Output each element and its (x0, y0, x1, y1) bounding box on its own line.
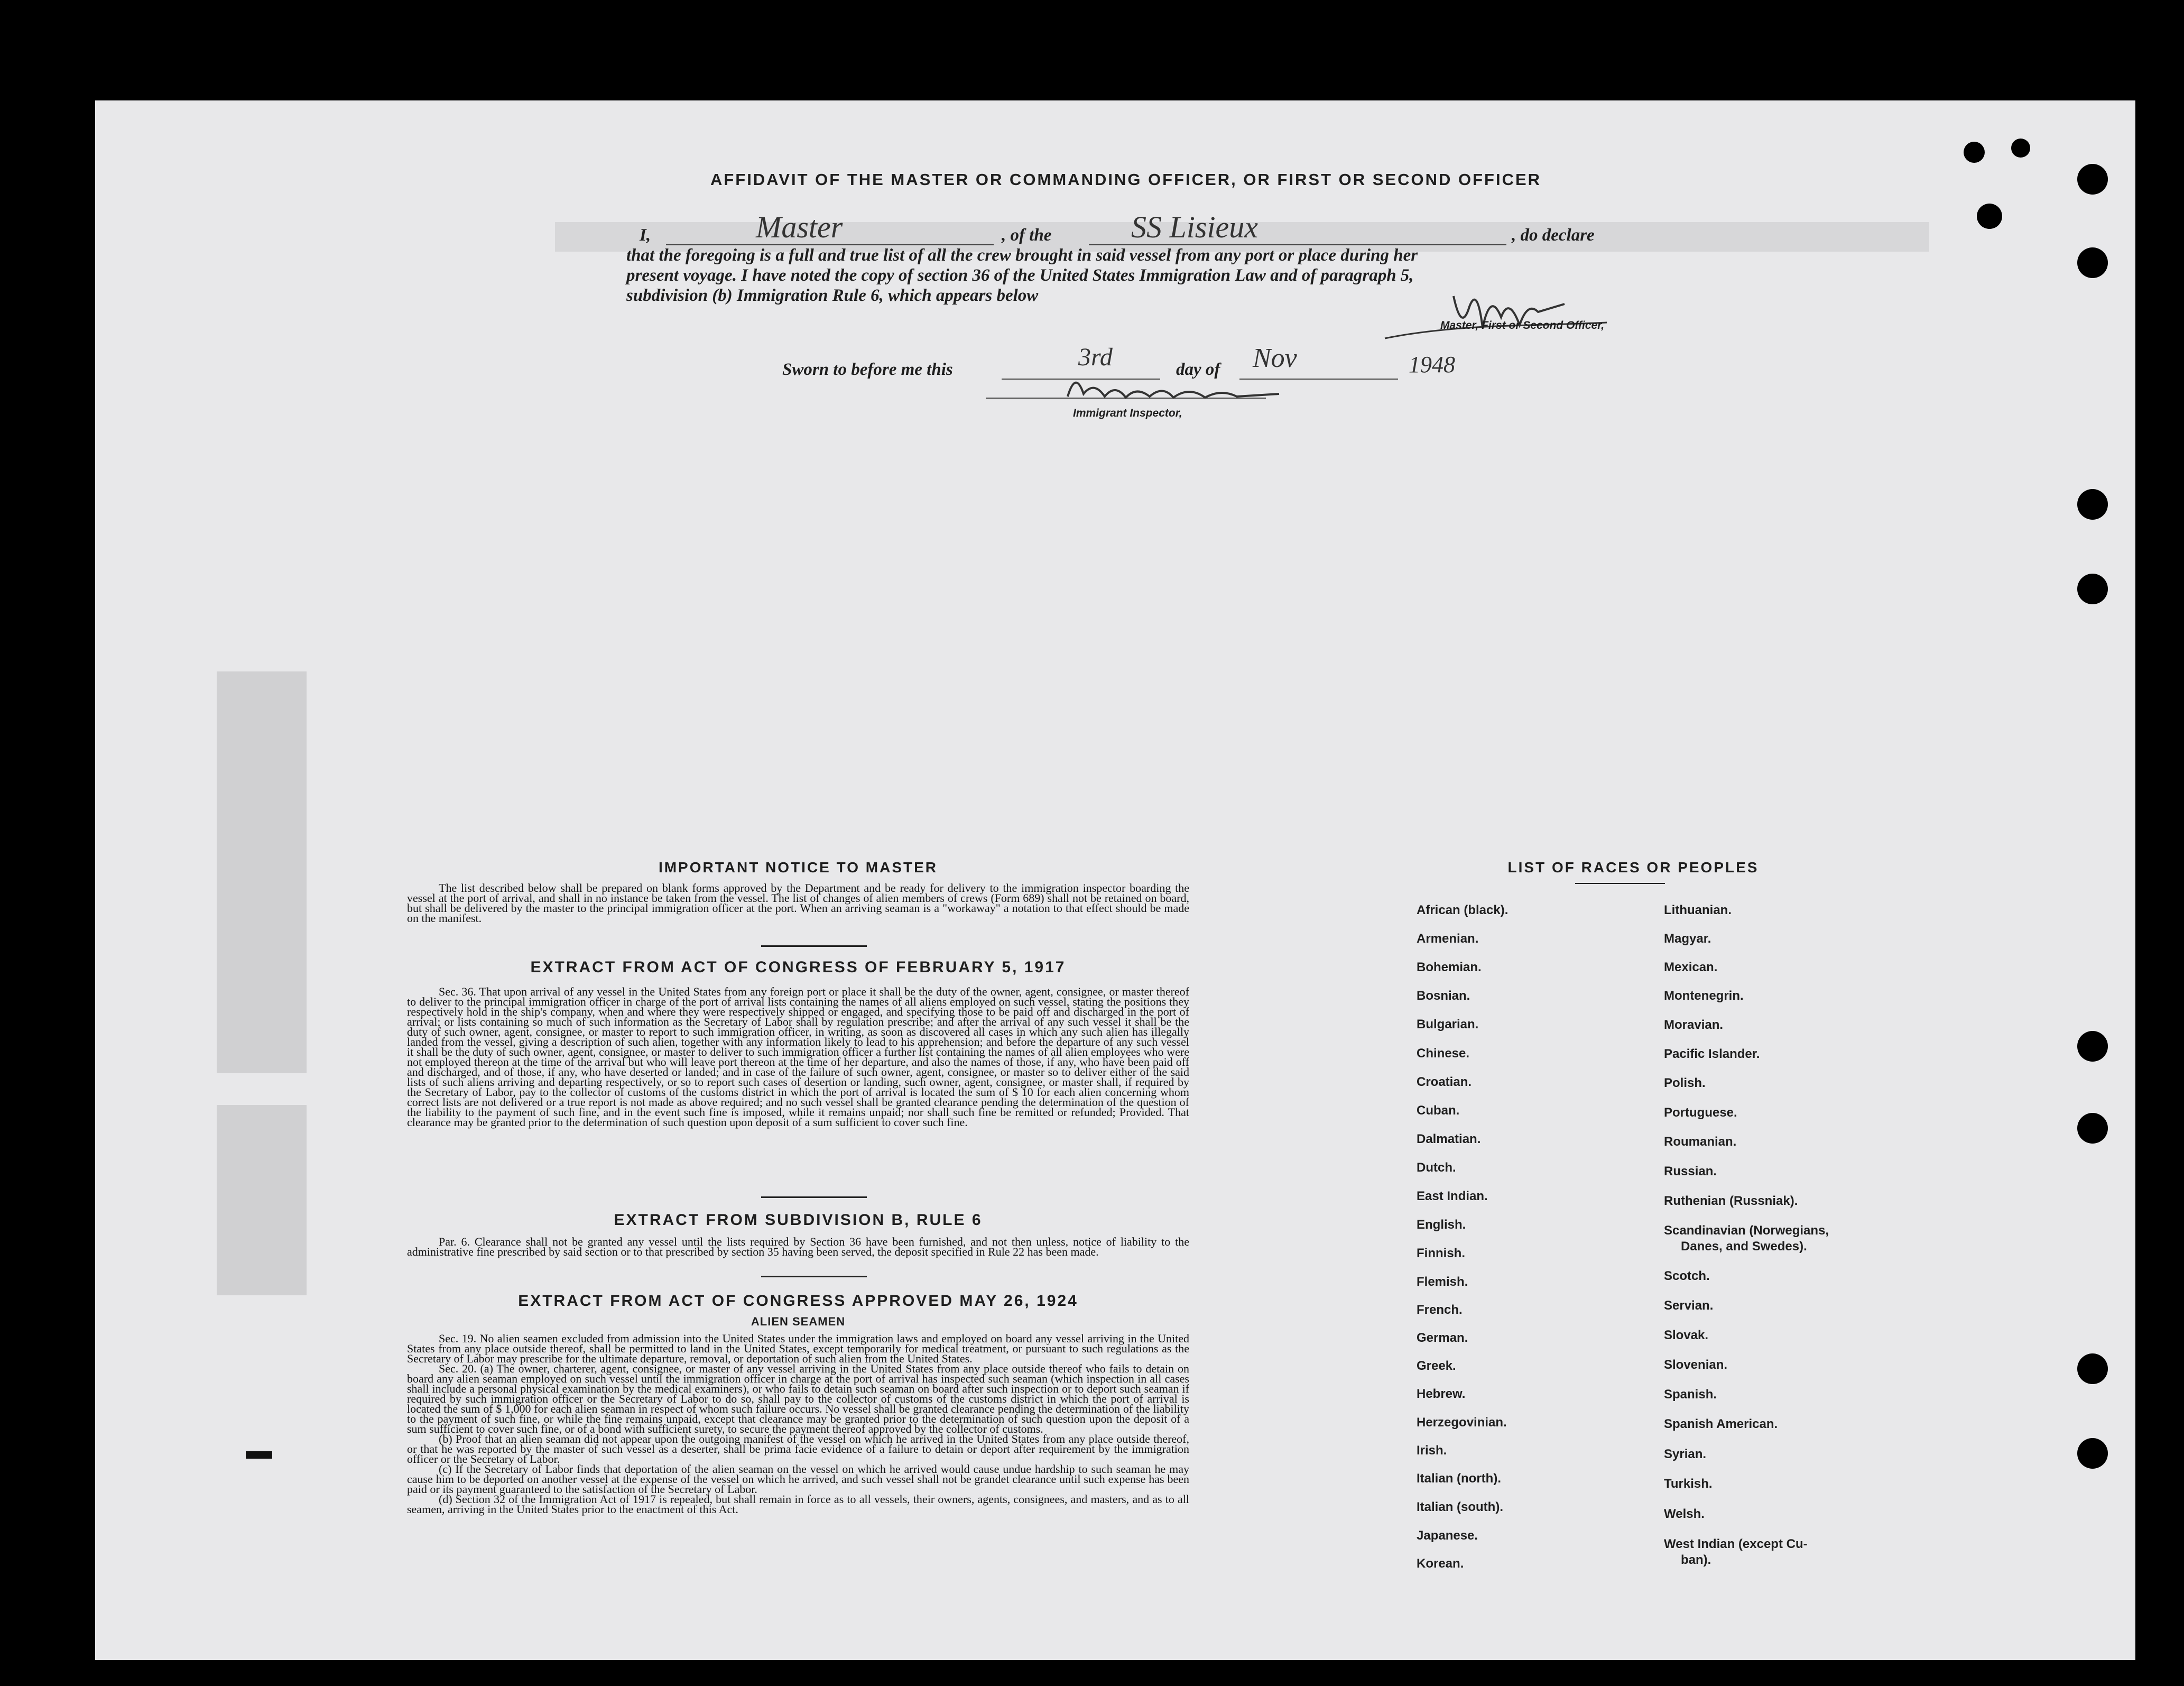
sec20d: (d) Section 32 of the Immigration Act of 1917 is repealed, but shall remain in force as to all vessels, their owners, agents, consignees, and masters, and as to all seamen, arriving in the United States prior to the enactment of this Act. (407, 1492, 1189, 1516)
of-the-label: , of the (1002, 226, 1052, 245)
race-item: Armenian. (1417, 932, 1479, 946)
sworn-year-handwriting: 1948 (1409, 352, 1455, 377)
notice-title: IMPORTANT NOTICE TO MASTER (658, 859, 938, 876)
master-handwriting: Master (756, 210, 843, 244)
race-item: East Indian. (1417, 1189, 1488, 1203)
torn-edge-strip (217, 671, 307, 1073)
extract2-body: Par. 6. Clearance shall not be granted any vessel until the lists required by Section 36 have been furnished, and not then unless, notice of liability to the administrative fine prescribed by said section or to that prescribed by section 35 having been served, the deposit specified in Rule 22 has been made. (407, 1235, 1189, 1258)
race-item: West Indian (except Cu- (1664, 1537, 1808, 1551)
notice-body: The list described below shall be prepared on blank forms approved by the Department and be ready for delivery to the immigration inspector boarding the vessel at the port of arrival, and shall in no instance be taken from the vessel. The list of changes of alien members of crews (Form 689) shall not be retained on board, but shall be delivered by the master to the principal immigration officer at the port. When an arriving seaman is a "workaway" a notation to that effect should be made on the manifest. (407, 881, 1189, 925)
race-item: ban). (1681, 1553, 1711, 1567)
punch-hole (2077, 574, 2108, 604)
vessel-handwriting: SS Lisieux (1131, 210, 1258, 244)
race-item: Roumanian. (1664, 1135, 1737, 1149)
race-item: Cuban. (1417, 1103, 1460, 1118)
punch-hole (2077, 247, 2108, 278)
race-item: Pacific Islander. (1664, 1047, 1760, 1061)
sworn-month-handwriting: Nov (1253, 343, 1297, 373)
race-item: Welsh. (1664, 1507, 1705, 1521)
punch-hole (1977, 204, 2002, 229)
sworn-label: Sworn to before me this (782, 360, 953, 379)
i-label: I, (640, 226, 651, 245)
sec20c: (c) If the Secretary of Labor finds that deportation of the alien seaman on the vessel on which he arrived would cause undue hardship to such seaman he may cause him to be deported on another vessel at the expense of the vessel on which he arrived, and such vessel shall not be grandet clearance until such expense has been paid or its payment guaranteed to the satisfaction of the Secretary of Labor. (407, 1462, 1189, 1496)
punch-hole (1964, 142, 1985, 163)
race-item: English. (1417, 1218, 1466, 1232)
race-item: Italian (north). (1417, 1471, 1501, 1486)
divider (761, 1196, 867, 1198)
race-item: Herzegovinian. (1417, 1415, 1507, 1430)
race-item: Irish. (1417, 1443, 1447, 1458)
race-item: Ruthenian (Russniak). (1664, 1194, 1798, 1208)
race-item: Japanese. (1417, 1528, 1478, 1543)
race-item: Danes, and Swedes). (1681, 1239, 1807, 1254)
punch-hole (2077, 164, 2108, 195)
race-item: Syrian. (1664, 1447, 1707, 1461)
torn-edge-strip (217, 1105, 307, 1295)
race-item: Bohemian. (1417, 960, 1482, 974)
inspector-signature (1062, 365, 1290, 412)
extract3-body (407, 1333, 1189, 1514)
extract3-subtitle: ALIEN SEAMEN (751, 1315, 846, 1328)
race-item: Croatian. (1417, 1075, 1472, 1089)
race-item: Scotch. (1664, 1269, 1710, 1283)
day-of-label: day of (1176, 360, 1220, 379)
race-item: Korean. (1417, 1556, 1464, 1571)
race-item: Finnish. (1417, 1246, 1465, 1260)
sec20b: (b) Proof that an alien seaman did not appear upon the outgoing manifest of the vessel on which he arrived in the United States from any place outside thereof, or that he was reported by the master of such vessel as a deserter, shall be prima facie evidence of a failure to detain or deport after requirement by the immigration officer or the Secretary of Labor. (407, 1432, 1189, 1466)
race-item: Scandinavian (Norwegians, (1664, 1223, 1829, 1238)
races-title: LIST OF RACES OR PEOPLES (1507, 859, 1759, 876)
race-item: Portuguese. (1664, 1105, 1737, 1120)
race-item: Mexican. (1664, 960, 1718, 974)
race-item: Dalmatian. (1417, 1132, 1481, 1146)
race-item: Turkish. (1664, 1477, 1713, 1491)
affidavit-line-4: subdivision (b) Immigration Rule 6, which appears below (626, 286, 1039, 305)
affidavit-line-3: present voyage. I have noted the copy of section 36 of the United States Immigration Law and of paragraph 5, (626, 266, 1414, 285)
inspector-caption: Immigrant Inspector, (1073, 407, 1182, 419)
race-item: Servian. (1664, 1298, 1714, 1313)
punch-hole (2077, 1353, 2108, 1384)
officer-caption: Master, First or Second Officer, (1440, 319, 1605, 331)
race-item: African (black). (1417, 903, 1509, 917)
race-item: Bulgarian. (1417, 1017, 1479, 1031)
punch-hole (2077, 1438, 2108, 1469)
sworn-day-handwriting: 3rd (1078, 343, 1113, 371)
race-item: Hebrew. (1417, 1387, 1466, 1401)
extract1-body: Sec. 36. That upon arrival of any vessel in the United States from any foreign port or place it shall be the duty of the owner, agent, consignee, or master thereof to deliver to the principal immigration officer in charge of the port of arrival lists containing the names of all aliens employed on such vessel, stating the positions they respectively hold in the ship's company, when and where they were respectively shipped or engaged, and specifying those to be paid off and discharged in the port of arrival; or lists containing so much of such information as the Secretary of Labor shall by regulation prescribe; and after the arrival of any such vessel it shall be the duty of such owner, agent, consignee, or master to report to such immigration officer, in writing, as soon as discovered all cases in which any such alien has illegally landed from the vessel, giving a description of such alien, together with any information likely to lead to his apprehension; and before the departure of any such vessel it shall be the duty of such owner, agent, consignee, or master to deliver to such immigration officer a further list containing the names of all alien employees who were not employed thereon at the time of the arrival but who will leave port thereon at the time of her departure, and also the names of those, if any, who have been paid off and discharged, and of those, if any, who have deserted or landed; and in case of the failure of such owner, agent, consignee, or master so to deliver either of the said lists of such aliens arriving and departing respectively, or so to report such cases of desertion or landing, such owner, agent, consignee, or master shall, if required by the Secretary of Labor, pay to the collector of customs of the customs district in which the port of arrival is located the sum of $ 10 for each alien concerning whom correct lists are not delivered or a true report is not made as above required; and no such vessel shall be granted clearance pending the determination of the question of the liability to the payment of such fine, and in the event such fine is imposed, while it remains unpaid; nor shall such fine be remitted or refunded; Provided. That clearance may be granted prior to the determination of such question upon deposit of a sum sufficient to cover such fine. (407, 985, 1189, 1129)
divider (761, 945, 867, 947)
ink-mark (246, 1451, 272, 1459)
divider (1575, 883, 1665, 884)
race-item: Flemish. (1417, 1275, 1468, 1289)
extract2-title: EXTRACT FROM SUBDIVISION B, RULE 6 (614, 1211, 983, 1229)
race-item: Spanish. (1664, 1387, 1717, 1402)
race-item: French. (1417, 1303, 1463, 1317)
officer-signature (1374, 275, 1617, 349)
race-item: Russian. (1664, 1164, 1717, 1178)
punch-hole (2011, 139, 2030, 158)
race-item: Slovak. (1664, 1328, 1709, 1342)
extract1-title: EXTRACT FROM ACT OF CONGRESS OF FEBRUARY 5, 1917 (530, 959, 1066, 976)
race-item: Dutch. (1417, 1160, 1456, 1175)
extract3-title: EXTRACT FROM ACT OF CONGRESS APPROVED MAY 26, 1924 (518, 1292, 1078, 1310)
declare-label: , do declare (1512, 226, 1595, 245)
race-item: Bosnian. (1417, 989, 1470, 1003)
race-item: Moravian. (1664, 1018, 1724, 1032)
race-item: Italian (south). (1417, 1500, 1503, 1514)
punch-hole (2077, 1113, 2108, 1144)
race-item: Slovenian. (1664, 1358, 1728, 1372)
race-item: Spanish American. (1664, 1417, 1778, 1431)
affidavit-title: AFFIDAVIT OF THE MASTER OR COMMANDING OFFICER, OR FIRST OR SECOND OFFICER (710, 170, 1542, 189)
sec19: Sec. 19. No alien seamen excluded from admission into the United States under the immigration laws and employed on board any vessel arriving in the United States from any place outside thereof, shall be permitted to land in the United States, except temporarily for medical treatment, or pursuant to such regulations as the Secretary of Labor may prescribe for the ultimate departure, removal, or deportation of such alien from the United States. (407, 1332, 1189, 1365)
race-item: Greek. (1417, 1359, 1456, 1373)
race-item: Magyar. (1664, 932, 1711, 946)
punch-hole (2077, 489, 2108, 520)
sec20a: Sec. 20. (a) The owner, charterer, agent, consignee, or master of any vessel arriving in the United States from any place outside thereof who fails to detain on board any alien seaman employed on such vessel until the immigration officer in charge at the port of arrival has inspected such seaman (which inspection in all cases shall include a personal physical examination by the medical examiners), or who fails to detain such seaman on board after such inspection or to deport such seaman if required by such immigration officer or the Secretary of Labor to do so, shall pay to the collector of customs of the customs district in which the port of arrival is located the sum of $ 1,000 for each alien seaman in respect of whom such failure occurs. No vessel shall be granted clearance pending the determination of the liability to the payment of such fine, or while the fine remains unpaid, except that clearance may be granted prior to the determination of such question upon the deposit of a sum sufficient to cover such fine, or of a bond with sufficient surety, to secure the payment thereof approved by the collector of customs. (407, 1362, 1189, 1435)
divider (761, 1276, 867, 1277)
race-item: Polish. (1664, 1076, 1706, 1090)
race-item: Montenegrin. (1664, 989, 1744, 1003)
race-item: German. (1417, 1331, 1468, 1345)
affidavit-line-2: that the foregoing is a full and true list of all the crew brought in said vessel from any port or place during her (626, 246, 1418, 265)
punch-hole (2077, 1031, 2108, 1062)
race-item: Chinese. (1417, 1046, 1470, 1061)
race-item: Lithuanian. (1664, 903, 1732, 917)
